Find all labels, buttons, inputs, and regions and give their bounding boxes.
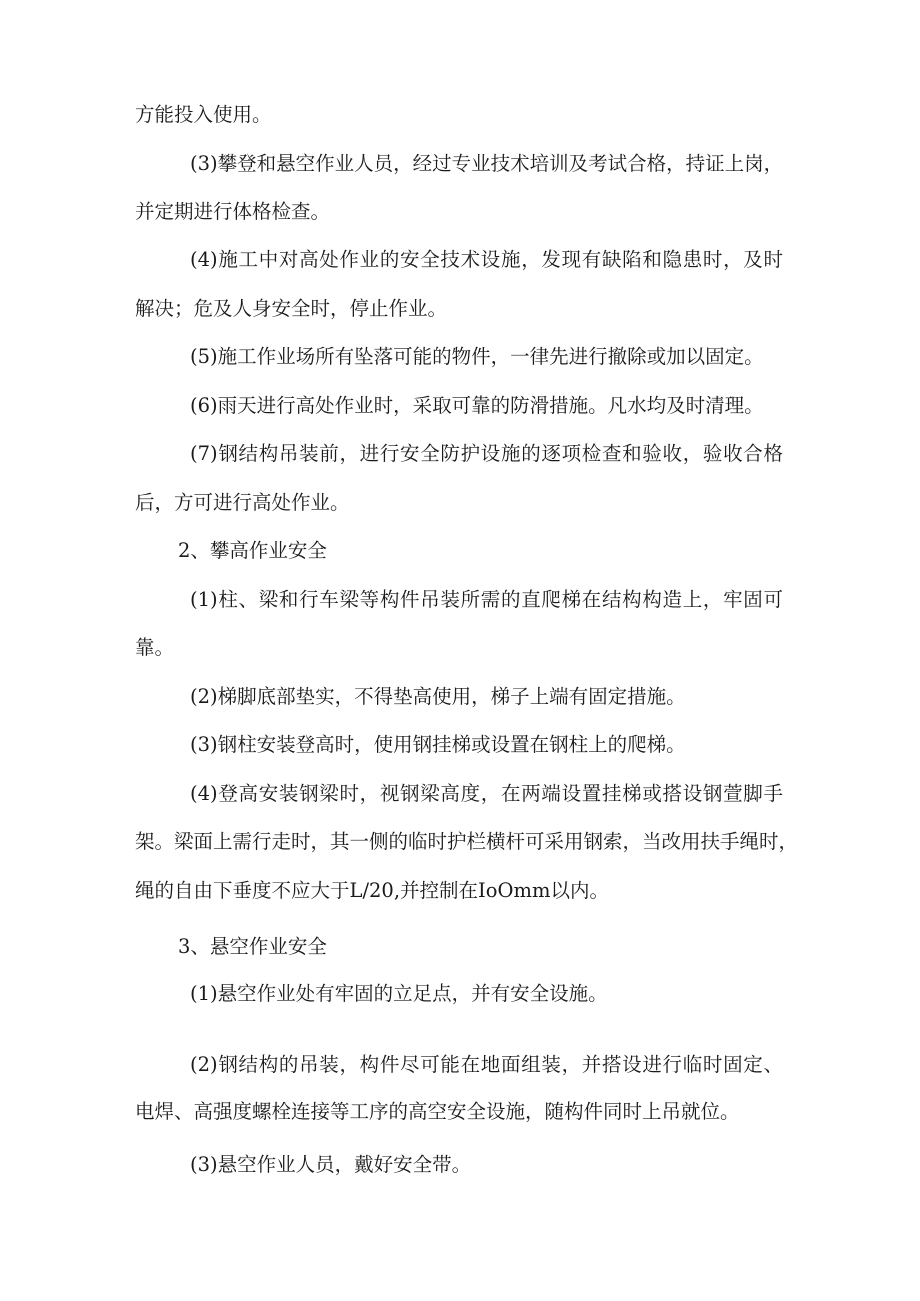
text-line: (3)钢柱安装登高时，使用钢挂梯或设置在钢柱上的爬梯。 — [190, 733, 686, 756]
text-line: (2)梯脚底部垫实，不得垫高使用，梯子上端有固定措施。 — [190, 685, 686, 708]
text-line: (5)施工作业场所有坠落可能的物件，一律先进行撤除或加以固定。 — [190, 345, 764, 368]
text-line: (7)钢结构吊装前，进行安全防护设施的逐项检查和验收，验收合格 — [190, 442, 783, 465]
text-line: (3)悬空作业人员，戴好安全带。 — [190, 1153, 472, 1176]
text-line: 架。梁面上需行走时，其一侧的临时护栏横杆可采用钢索，当改用扶手绳时， — [135, 830, 799, 853]
text-line: 绳的自由下垂度不应大于L/20,并控制在IoOmm以内。 — [135, 879, 609, 902]
text-line: 电焊、高强度螺栓连接等工序的高空安全设施，随构件同时上吊就位。 — [135, 1100, 740, 1123]
text-line: 方能投入使用。 — [135, 103, 272, 126]
text-line: 靠。 — [135, 636, 175, 659]
section-heading: 2、攀高作业安全 — [178, 539, 327, 562]
text-line: (3)攀登和悬空作业人员，经过专业技术培训及考试合格，持证上岗， — [190, 152, 784, 175]
section-heading: 3、悬空作业安全 — [178, 935, 327, 958]
text-line: (4)施工中对高处作业的安全技术设施，发现有缺陷和隐患时，及时 — [190, 248, 783, 271]
text-line: (1)柱、梁和行车梁等构件吊装所需的直爬梯在结构构造上，牢固可 — [190, 588, 783, 611]
text-line: (2)钢结构的吊装，构件尽可能在地面组装，并搭设进行临时固定、 — [190, 1053, 783, 1076]
text-line: 解决；危及人身安全时，停止作业。 — [135, 297, 448, 320]
text-line: (1)悬空作业处有牢固的立足点，并有安全设施。 — [190, 982, 608, 1005]
text-line: (6)雨天进行高处作业时，采取可靠的防滑措施。凡水均及时清理。 — [190, 394, 764, 417]
text-line: (4)登高安装钢梁时，视钢梁高度，在两端设置挂梯或搭设钢萱脚手 — [190, 782, 783, 805]
text-line: 并定期进行体格检查。 — [135, 200, 331, 223]
text-line: 后，方可进行高处作业。 — [135, 491, 350, 514]
